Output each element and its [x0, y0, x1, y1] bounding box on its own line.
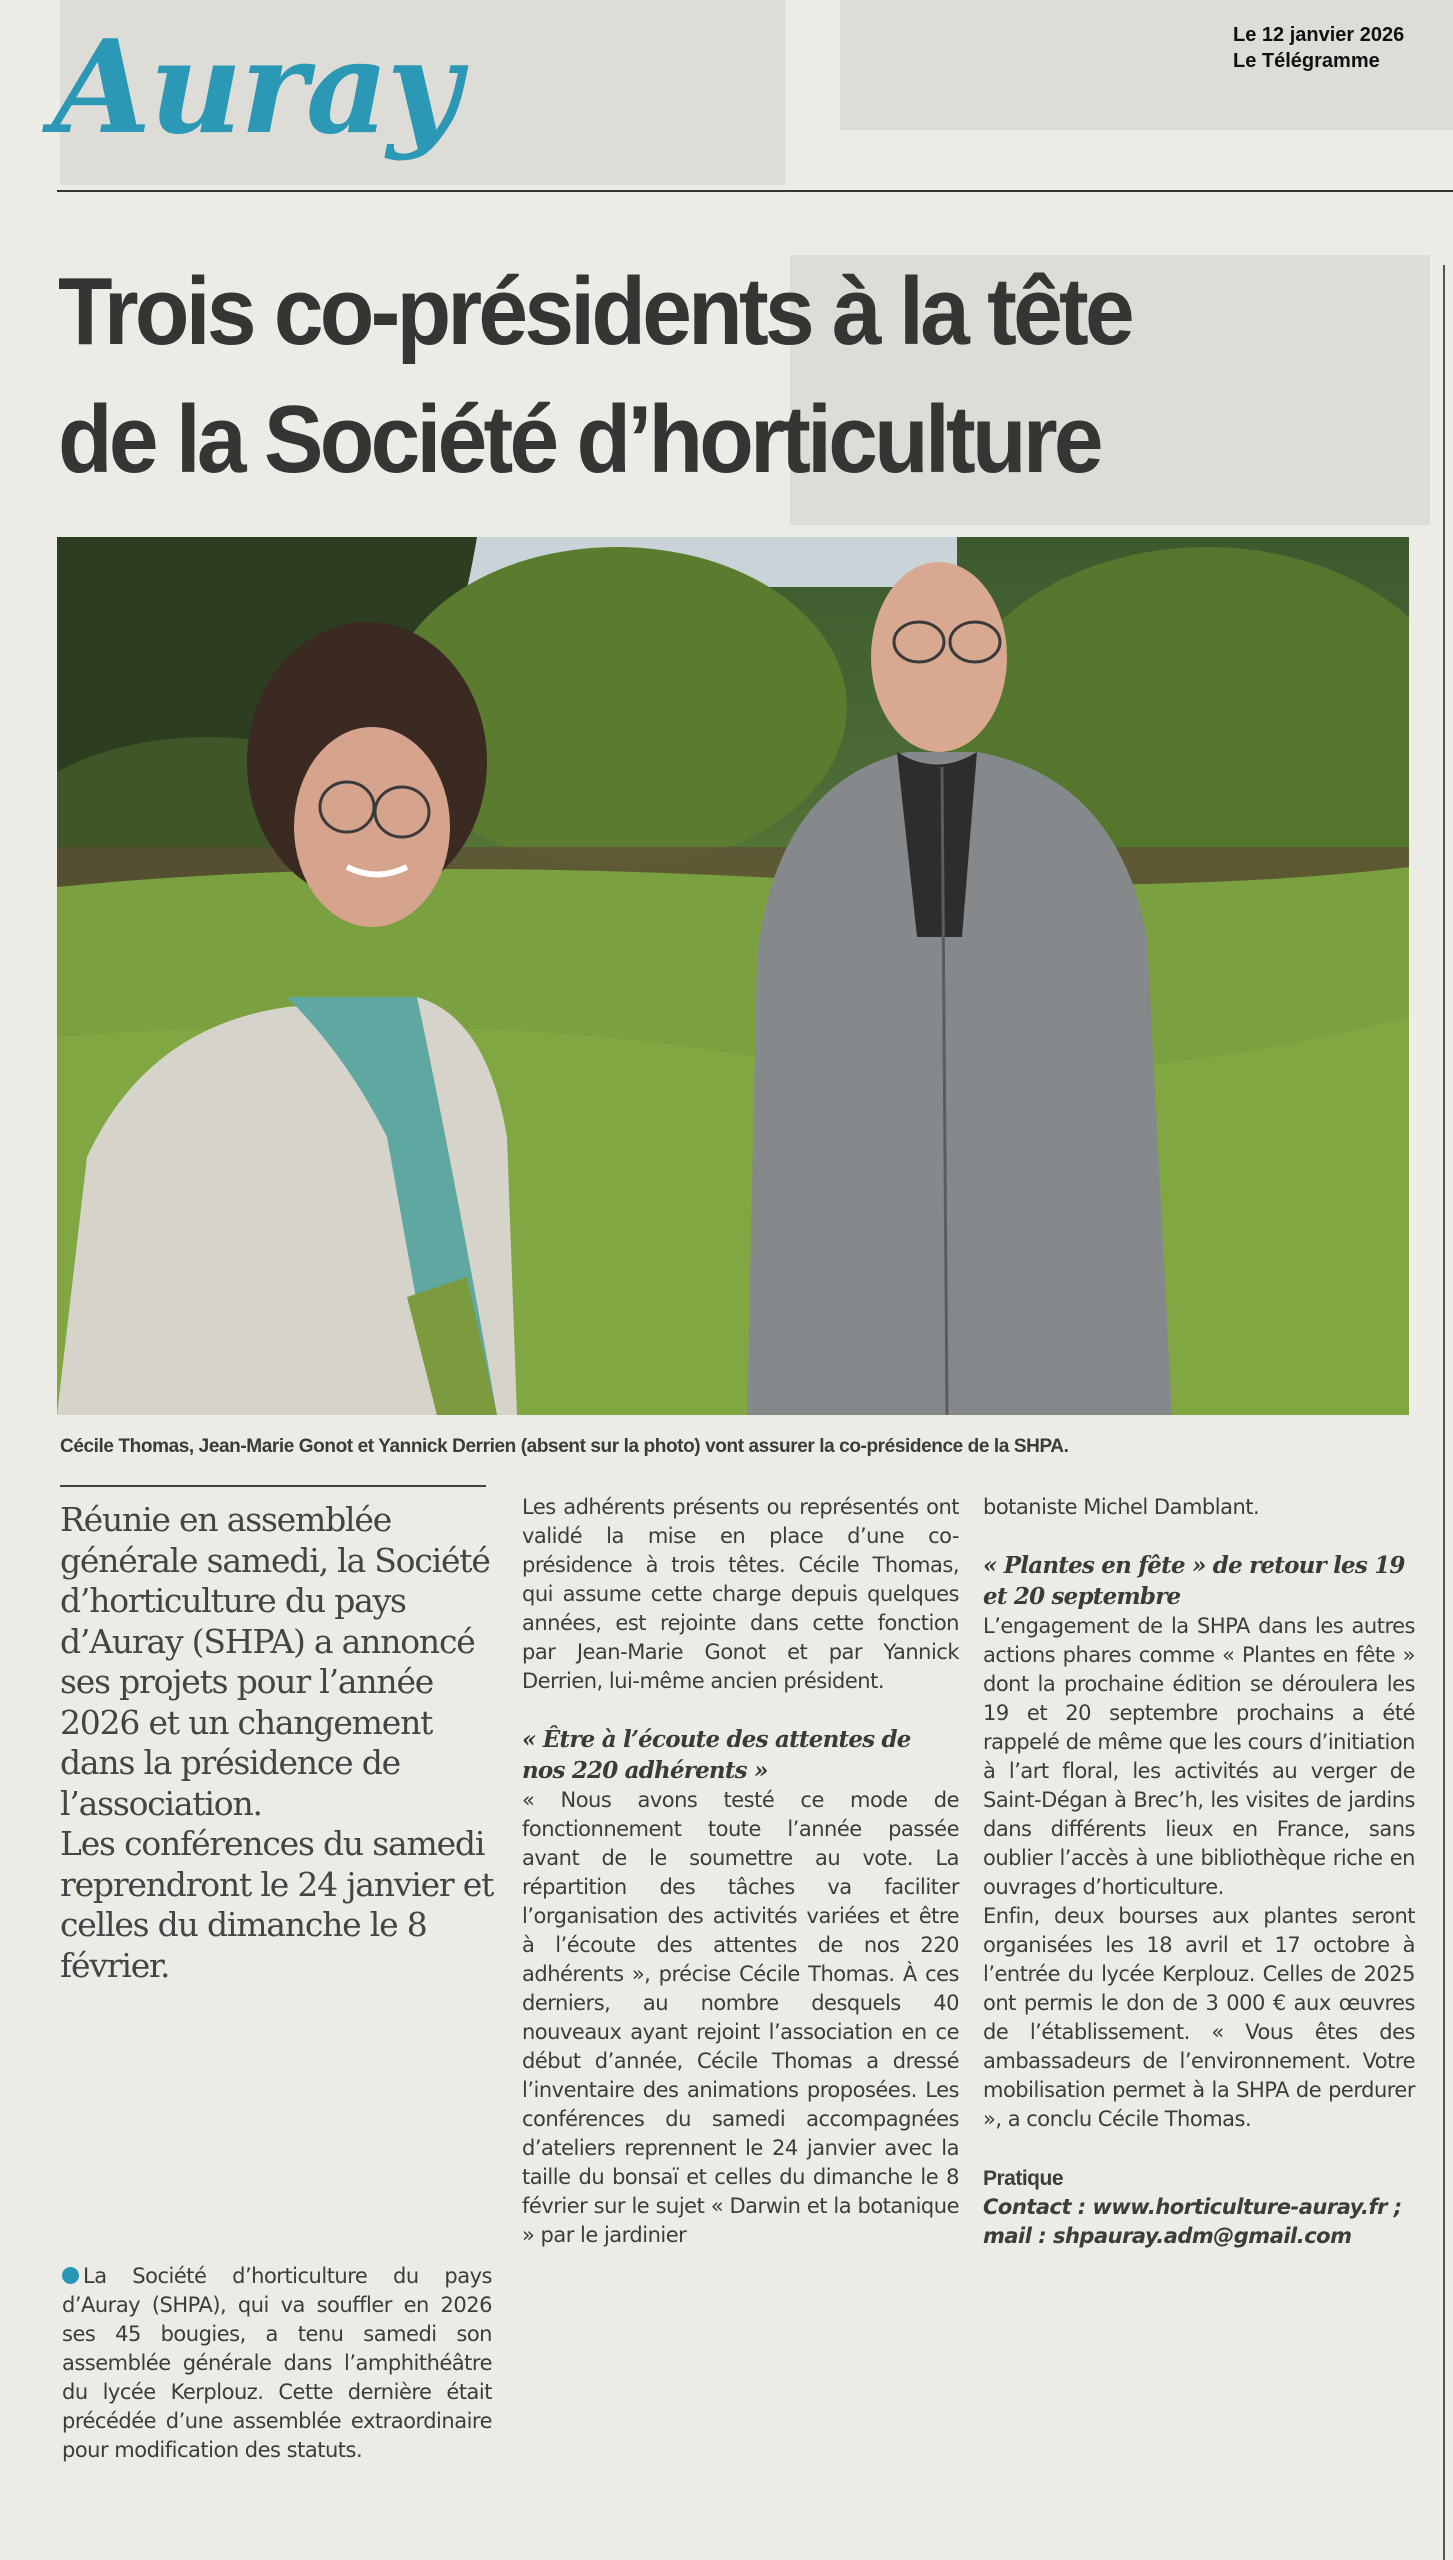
photo-illustration: [57, 537, 1409, 1415]
body-paragraph: botaniste Michel Damblant.: [983, 1495, 1260, 1519]
article-lead: [60, 1500, 500, 1986]
body-paragraph: L’engagement de la SHPA dans les autres actions phares comme « Plantes en fête » dont la prochaine édition se déroulera les 19 et 20 septembre prochains a été rappelé de même que les cours d’initiation à l’art floral, les activités au verger de Saint-Dégan à Brec’h, les visites de jardins dans différents lieux en France, sans oublier l’accès à une bibliothèque riche en ouvrages d’horticulture.: [983, 1614, 1415, 1899]
intro-text: La Société d’horticulture du pays d’Auray (SHPA), qui va souffler en 2026 ses 45 bougies, a tenu samedi son assemblée générale dans l’amphithéâtre du lycée Kerplouz. Cette dernière était précédée d’une assemblée extraordinaire pour modification des statuts.: [62, 2264, 492, 2462]
contact-website-link[interactable]: Contact : www.horticulture-auray.fr ;: [983, 2195, 1402, 2219]
lead-divider: [60, 1485, 486, 1487]
contact-email-link[interactable]: mail : shpauray.adm@gmail.com: [983, 2224, 1352, 2248]
section-masthead: Auray: [52, 13, 460, 163]
article-headline: [58, 248, 1323, 504]
article-photo: Cécile Thomas, Jean-Marie Gonot et Yannick Derrien (absent sur la photo) vont assurer la co-présidence de la SHPA.: [57, 537, 1409, 1415]
column-divider: [1443, 265, 1445, 2560]
publication-name: Le Télégramme: [1233, 50, 1380, 72]
body-paragraph: Les adhérents présents ou représentés ont validé la mise en place d’une co-présidence à trois têtes. Cécile Thomas, qui assume cette charge depuis quelques années, est rejointe dans cette fonction par Jean-Marie Gonot et par Yannick Derrien, lui-même ancien président.: [522, 1495, 959, 1693]
headline-line-1: Trois co-présidents à la tête: [58, 258, 1131, 365]
body-paragraph: Enfin, deux bourses aux plantes seront organisées les 18 avril et 17 octobre à l’entrée du lycée Kerplouz. Celles de 2025 ont permis le don de 3 000 € aux œuvres de l’établissement. « Vous êtes des ambassadeurs de l’environnement. Votre mobilisation permet à la SHPA de perdurer », a conclu Cécile Thomas.: [983, 1904, 1415, 2131]
article-column-middle: [522, 1493, 959, 2250]
article-intro: [62, 2262, 492, 2465]
header-divider: [57, 190, 1453, 192]
bullet-dot-icon: [62, 2267, 79, 2284]
article-column-right: [983, 1493, 1415, 2251]
date-stamp: [1233, 22, 1404, 74]
subheading-1: « Être à l’écoute des attentes de nos 220 adhérents »: [522, 1726, 911, 1784]
headline-line-2: de la Société d’horticulture: [58, 386, 1100, 493]
pratique-heading: Pratique: [983, 2167, 1064, 2190]
publication-date: Le 12 janvier 2026: [1233, 24, 1405, 46]
body-paragraph: « Nous avons testé ce mode de fonctionnement toute l’année passée avant de le soumettre au vote. La répartition des tâches va faciliter l’organisation des activités variées et être à l’écoute des attentes de nos 220 adhérents », précise Cécile Thomas. À ces derniers, au nombre desquels 40 nouveaux ayant rejoint l’association en ce début d’année, Cécile Thomas a dressé l’inventaire des animations proposées. Les conférences du samedi accompagnées d’ateliers reprennent le 24 janvier avec la taille du bonsaï et celles du dimanche le 8 février sur le sujet « Darwin et la botanique » par le jardinier: [522, 1788, 959, 2247]
lead-paragraph-2: Les conférences du samedi reprendront le 24 janvier et celles du dimanche le 8 février.: [60, 1824, 494, 1985]
lead-paragraph-1: Réunie en assemblée générale samedi, la Société d’horticulture du pays d’Auray (SHPA) a annoncé ses projets pour l’année 2026 et un changement dans la présidence de l’association.: [60, 1500, 490, 1823]
subheading-2: « Plantes en fête » de retour les 19 et 20 septembre: [983, 1552, 1405, 1610]
